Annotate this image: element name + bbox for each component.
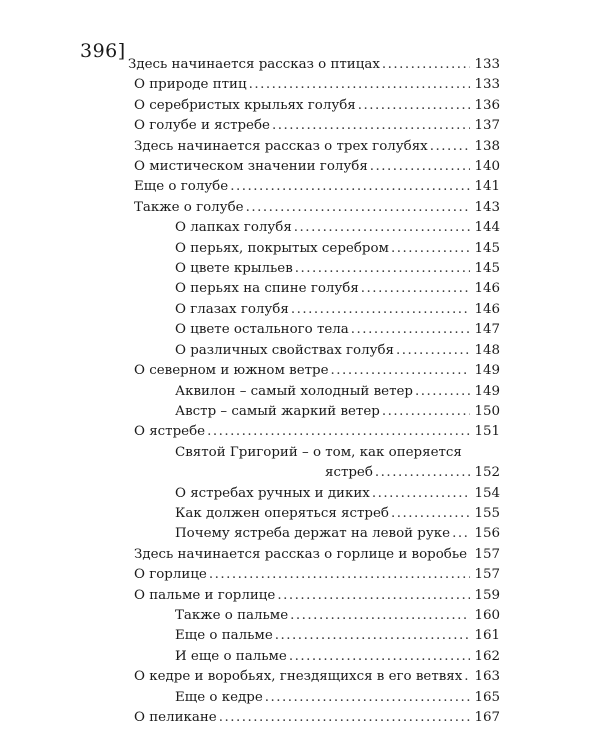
- toc-entry: [128, 402, 500, 422]
- toc-entry-page: 136: [474, 97, 500, 113]
- dot-leader: [382, 55, 471, 75]
- toc-entry-page: 148: [474, 342, 500, 358]
- toc-entry: [128, 647, 500, 667]
- toc-entry-page: 141: [474, 179, 500, 195]
- toc-entry: [128, 524, 500, 544]
- toc-entry-title: Святой Григорий – о том, как оперяется: [175, 444, 462, 460]
- dot-leader: [209, 565, 471, 585]
- toc-entry-page: 150: [474, 403, 500, 419]
- toc-entry-title: О серебристых крыльях голубя: [134, 97, 356, 113]
- toc-entry-page: 138: [474, 138, 500, 154]
- toc-entry-page: 149: [474, 383, 500, 399]
- dot-leader: [230, 177, 470, 197]
- dot-leader: [391, 239, 470, 259]
- toc-entry-title: Почему ястреба держат на левой руке: [175, 526, 451, 542]
- toc-entry-page: 167: [474, 710, 500, 725]
- toc-entry-title: И еще о пальме: [175, 648, 287, 664]
- toc-entry-page: 156: [474, 526, 500, 542]
- toc-entry-page: 146: [474, 301, 500, 317]
- toc-entry: [128, 239, 500, 259]
- toc-entry-page: 157: [474, 567, 500, 583]
- toc-entry: [128, 177, 500, 197]
- toc-entry-page: 160: [474, 607, 500, 623]
- toc-entry: [128, 422, 500, 442]
- toc-entry-page: 152: [474, 465, 500, 481]
- toc-entry: [128, 198, 500, 218]
- dot-leader: [265, 688, 471, 708]
- toc-entry-title: Еще о пальме: [175, 628, 273, 644]
- toc-entry: [128, 341, 500, 361]
- toc-entry-page: 163: [474, 669, 500, 685]
- dot-leader: [464, 667, 470, 687]
- toc-entry-page: 157: [474, 546, 500, 562]
- dot-leader: [358, 96, 471, 116]
- toc-entry: [128, 382, 500, 402]
- dot-leader: [382, 402, 471, 422]
- toc-entry-page: 154: [474, 485, 500, 501]
- toc-entry-title: О цвете остального тела: [175, 322, 349, 338]
- dot-leader: [207, 422, 470, 442]
- toc-entry-page: 144: [474, 220, 500, 236]
- toc-entry-title: О голубе и ястребе: [134, 118, 270, 134]
- toc-entry-page: 161: [474, 628, 500, 644]
- toc-entry-title: Австр – самый жаркий ветер: [175, 403, 380, 419]
- toc-entry-page: 133: [474, 77, 500, 93]
- dot-leader: [391, 504, 470, 524]
- dot-leader: [219, 708, 471, 728]
- dot-leader: [415, 382, 470, 402]
- dot-leader: [290, 606, 470, 626]
- toc-entry-title: Здесь начинается рассказ о горлице и воробье: [134, 546, 468, 562]
- toc-entry: [128, 300, 500, 320]
- toc-entry-title: О природе птиц: [134, 77, 247, 93]
- toc-entry: [128, 55, 500, 75]
- dot-leader: [361, 279, 471, 299]
- toc-entry-title: Здесь начинается рассказ о птицах: [128, 57, 380, 72]
- toc-entry-title: О пальме и горлице: [134, 587, 276, 603]
- toc-entry-page: 162: [474, 648, 500, 664]
- dot-leader: [469, 545, 470, 565]
- dot-leader: [289, 647, 471, 667]
- toc-entry-title: О ястребах ручных и диких: [175, 485, 370, 501]
- dot-leader: [272, 116, 470, 136]
- toc-entry-page: 151: [474, 424, 500, 440]
- dot-leader: [295, 259, 471, 279]
- toc-entry-title: О горлице: [134, 567, 207, 583]
- toc-entry: [128, 218, 500, 238]
- toc-entry-page: 159: [474, 587, 500, 603]
- toc-entry: [128, 320, 500, 340]
- toc-entry: [128, 565, 500, 585]
- toc-entry-continuation: [128, 463, 500, 483]
- toc-entry-title: Здесь начинается рассказ о трех голубях: [134, 138, 428, 154]
- toc-entry: [128, 708, 500, 728]
- toc-entry-page: 143: [474, 199, 500, 215]
- dot-leader: [452, 524, 470, 544]
- toc-entry: [128, 75, 500, 95]
- toc-entry-page: 145: [474, 261, 500, 277]
- toc-entry: [128, 504, 500, 524]
- toc-entry: [128, 157, 500, 177]
- toc-entry: [128, 586, 500, 606]
- toc-entry-title: Также о голубе: [134, 199, 244, 215]
- toc-entry-page: 149: [474, 363, 500, 379]
- dot-leader: [331, 361, 471, 381]
- toc-entry-title: О ястребе: [134, 424, 206, 440]
- toc-entry-page: 133: [474, 57, 500, 72]
- toc-entry-page: 155: [474, 505, 500, 521]
- toc-entry-title: О перьях на спине голубя: [175, 281, 359, 297]
- toc-entry: [128, 259, 500, 279]
- toc-entry-title: О лапках голубя: [175, 220, 292, 236]
- toc-entry-title: Еще о кедре: [175, 689, 263, 705]
- toc-entry: [128, 606, 500, 626]
- toc-entry-page: 145: [474, 240, 500, 256]
- dot-leader: [430, 137, 471, 157]
- toc-entry: [128, 361, 500, 381]
- toc-entry: [128, 667, 500, 687]
- toc-entry-title: О пеликане: [134, 710, 217, 725]
- toc-entry: [128, 484, 500, 504]
- toc-entry: [128, 116, 500, 136]
- toc-entry-title: О различных свойствах голубя: [175, 342, 395, 358]
- dot-leader: [275, 626, 471, 646]
- toc-entry-title: О глазах голубя: [175, 301, 289, 317]
- toc-entry: [128, 688, 500, 708]
- table-of-contents: [128, 55, 500, 728]
- dot-leader: [249, 75, 471, 95]
- toc-entry-page: 165: [474, 689, 500, 705]
- dot-leader: [372, 484, 471, 504]
- toc-entry-page: 137: [474, 118, 500, 134]
- dot-leader: [375, 463, 471, 483]
- toc-entry: [128, 137, 500, 157]
- toc-entry: [128, 626, 500, 646]
- toc-entry-title: Как должен оперяться ястреб: [175, 505, 389, 521]
- dot-leader: [291, 300, 471, 320]
- toc-entry-title: О кедре и воробьях, гнездящихся в его ветвях: [134, 669, 463, 685]
- toc-entry-title: Еще о голубе: [134, 179, 229, 195]
- dot-leader: [370, 157, 471, 177]
- toc-entry-title: О мистическом значении голубя: [134, 159, 368, 175]
- toc-entry-title: О северном и южном ветре: [134, 363, 329, 379]
- page-number: 396]: [80, 40, 126, 62]
- dot-leader: [246, 198, 471, 218]
- toc-entry: [128, 545, 500, 565]
- toc-entry: [128, 96, 500, 116]
- toc-entry: [128, 443, 500, 463]
- toc-entry: [128, 279, 500, 299]
- toc-entry-page: 147: [474, 322, 500, 338]
- dot-leader: [351, 320, 471, 340]
- dot-leader: [277, 586, 470, 606]
- toc-entry-title: О цвете крыльев: [175, 261, 293, 277]
- toc-entry-page: 146: [474, 281, 500, 297]
- toc-entry-title: О перьях, покрытых серебром: [175, 240, 389, 256]
- toc-entry-page: 140: [474, 159, 500, 175]
- dot-leader: [294, 218, 471, 238]
- dot-leader: [396, 341, 470, 361]
- toc-entry-title: Аквилон – самый холодный ветер: [175, 383, 413, 399]
- toc-entry-title-continued: ястреб: [325, 465, 373, 481]
- toc-entry-title: Также о пальме: [175, 607, 289, 623]
